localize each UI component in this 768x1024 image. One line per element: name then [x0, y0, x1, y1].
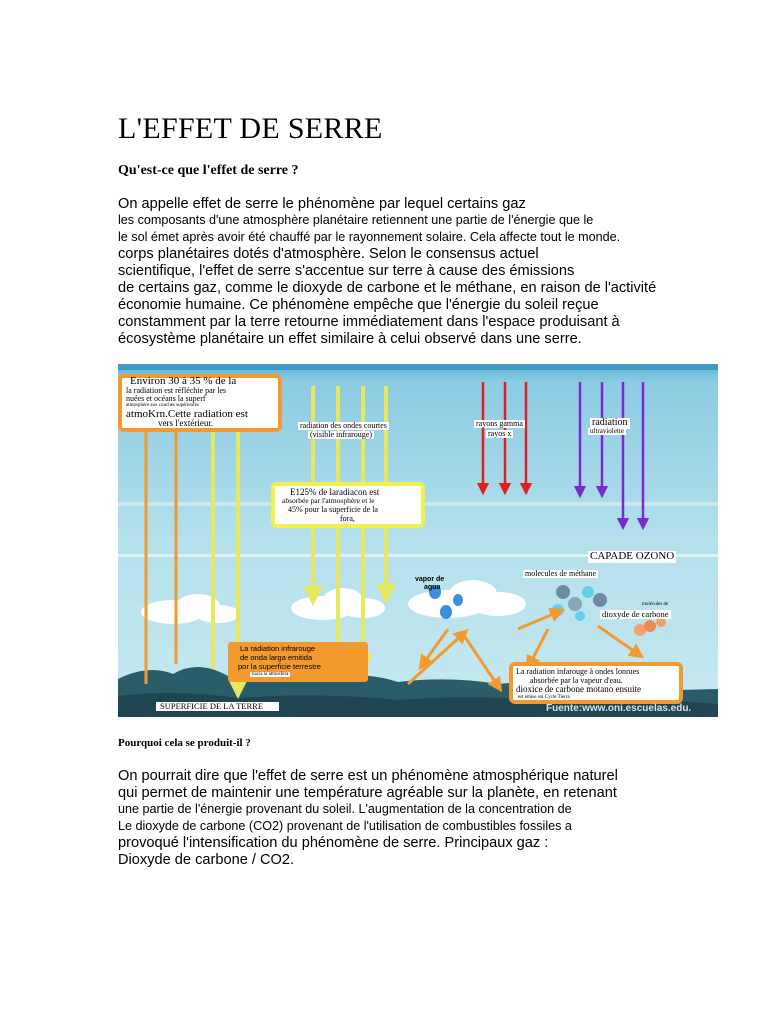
paragraph1-line: On appelle effet de serre le phénomène par lequel certains gaz: [118, 196, 526, 212]
short-wave-label: radiation des ondes courtes: [300, 421, 387, 430]
vapor-label: agua: [424, 584, 441, 591]
paragraph2-line: une partie de l'énergie provenant du soleil. L'augmentation de la concentration de: [118, 802, 572, 816]
gamma-label: rayos x: [488, 429, 512, 438]
longwave-label: hacia la atmosfera: [252, 672, 289, 677]
section-heading-question-1: Qu'est-ce que l'effet de serre ?: [118, 163, 299, 178]
absorbed-vapor-label: absorbée par la vapeur d'eau.: [530, 676, 623, 685]
greenhouse-effect-diagram: [118, 364, 718, 717]
absorbed-label: fora,: [340, 514, 355, 523]
absorbed-vapor-label: La radiation infarouge à ondes lonrues: [516, 667, 640, 676]
absorbed-vapor-label: est emise sol Cycle Tierra: [518, 695, 570, 700]
paragraph2-line: Dioxyde de carbone / CO2.: [118, 852, 295, 868]
paragraph2-line: Le dioxyde de carbone (CO2) provenant de l'utilisation de combustibles fossiles a: [118, 819, 572, 833]
paragraph1-line: économie humaine. Ce phénomène empêche que l'énergie du soleil reçue: [118, 297, 599, 313]
space-band: [118, 364, 718, 370]
absorbed-label: 45% pour la superficie de la: [288, 505, 378, 514]
paragraph2-line: On pourrait dire que l'effet de serre est un phénomène atmosphérique naturel: [118, 768, 618, 784]
methane-label: molecules de méthane: [525, 569, 597, 578]
uv-label: radiation: [592, 417, 628, 428]
longwave-label: de onda larga emitida: [240, 653, 313, 662]
reflection-label: atmoKrn.Cette radiation est: [126, 408, 248, 420]
earth-surface-label: SUPERFICIE DE LA TERRE: [156, 702, 279, 711]
paragraph1-line: de certains gaz, comme le dioxyde de carbone et le méthane, en raison de l'activité: [118, 280, 657, 296]
paragraph1-line: les composants d'une atmosphère planétaire retiennent une partie de l'énergie que le: [118, 213, 594, 227]
ozone-layer-label: CAPADE OZONO: [590, 550, 675, 562]
longwave-label: por la superficie terrestre: [238, 662, 321, 671]
paragraph2-line: qui permet de maintenir une température agréable sur la planète, en retenant: [118, 785, 617, 801]
co2-label: dioxyde de carbone: [602, 609, 669, 619]
short-wave-label: (visible infrarouge): [310, 430, 372, 439]
gamma-label: rayons gamma: [476, 419, 523, 428]
reflection-label: atmosphère aux couches supérieures: [126, 403, 199, 408]
reflection-label: Environ 30 à 35 % de la: [130, 375, 237, 387]
reflection-label: nuées et océans la superf: [126, 394, 206, 403]
absorbed-vapor-label: dioxice de carbone motano ensuite: [516, 684, 641, 694]
paragraph1-line: écosystème planétaire un effet similaire à celui observé dans une serre.: [118, 331, 582, 347]
absorbed-label: absorbée par l'atmosphère et le: [282, 496, 375, 505]
reflection-label: vers l'extérieur.: [158, 418, 214, 428]
paragraph1-line: corps planétaires dotés d'atmosphère. Selon le consensus actuel: [118, 246, 539, 262]
section-heading-question-2: Pourquoi cela se produit-il ?: [118, 737, 251, 749]
reflection-label: la radiation est réfléchie par les: [126, 386, 227, 395]
uv-label: ultraviolette: [590, 427, 624, 435]
paragraph1-line: scientifique, l'effet de serre s'accentue sur terre à cause des émissions: [118, 263, 575, 279]
paragraph1-line: le sol émet après avoir été chauffé par le rayonnement solaire. Cela affecte tout le monde.: [118, 230, 621, 244]
paragraph2-line: provoqué l'intensification du phénomène de serre. Principaux gaz :: [118, 835, 549, 851]
page-title: L'EFFET DE SERRE: [118, 112, 383, 145]
co2-small-label: molécules de: [642, 602, 669, 607]
longwave-label: La radiation infrarouge: [240, 644, 316, 653]
paragraph1-line: constamment par la terre retourne immédiatement dans l'espace produisant à: [118, 314, 620, 330]
source-credit: Fuente:www.oni.escuelas.edu.: [546, 703, 692, 714]
absorbed-label: E125% de laradiacon est: [290, 487, 380, 497]
vapor-label: vapor de: [415, 576, 445, 583]
